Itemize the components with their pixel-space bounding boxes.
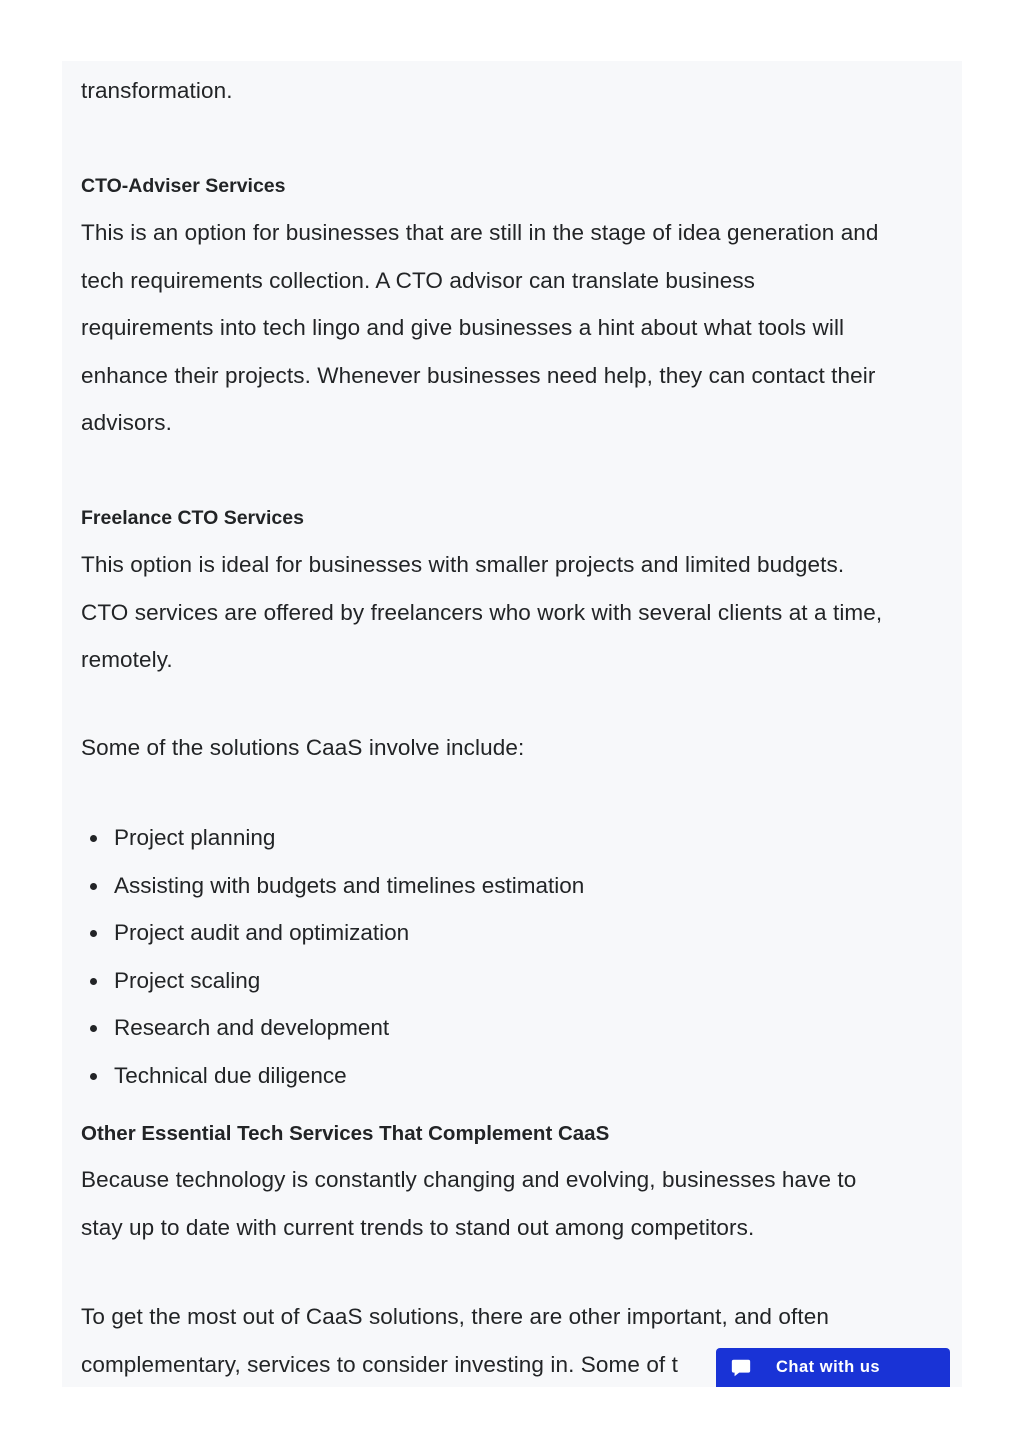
paragraph-line: tech requirements collection. A CTO advisor can translate business <box>81 267 756 293</box>
paragraph-line: To get the most out of CaaS solutions, there are other important, and often <box>81 1304 829 1329</box>
list-item <box>62 1004 961 1052</box>
list-item-label: Project planning <box>114 825 276 850</box>
solutions-list <box>81 814 961 1099</box>
list-item <box>62 814 961 862</box>
list-item-label: Project scaling <box>114 967 261 993</box>
list-item-label: Research and development <box>114 1015 390 1040</box>
paragraph-line: requirements into tech lingo and give businesses a hint about what tools will <box>81 315 845 340</box>
list-item <box>62 909 961 957</box>
list-item-label: Project audit and optimization <box>114 920 410 945</box>
bullet-icon <box>90 978 97 985</box>
list-item <box>62 957 961 1005</box>
paragraph-line: stay up to date with current trends to stand out among competitors. <box>81 1214 755 1240</box>
list-item <box>62 862 961 910</box>
paragraph-line: This is an option for businesses that are still in the stage of idea generation and <box>81 220 879 245</box>
bullet-icon <box>90 883 97 890</box>
paragraph-line: complementary, services to consider investing in. Some of t <box>81 1351 678 1377</box>
chat-bubble-icon <box>730 1357 752 1379</box>
intro-tail-text: transformation. <box>81 78 233 103</box>
bullet-icon <box>90 835 97 842</box>
section-heading-cto-adviser: CTO-Adviser Services <box>81 175 286 197</box>
section-body-cto-adviser <box>81 209 961 447</box>
paragraph-line: remotely. <box>81 647 173 672</box>
list-item <box>62 1052 961 1100</box>
chat-widget-label: Chat with us <box>776 1358 881 1376</box>
paragraph-line: Because technology is constantly changing and evolving, businesses have to <box>81 1167 857 1192</box>
bullet-icon <box>90 930 97 937</box>
document-page <box>62 61 962 1387</box>
paragraph-line: This option is ideal for businesses with smaller projects and limited budgets. <box>81 552 845 577</box>
section-body-freelance-cto <box>81 541 961 684</box>
paragraph-line: advisors. <box>81 410 172 435</box>
section-heading-other-services: Other Essential Tech Services That Complement CaaS <box>81 1122 610 1145</box>
paragraph-line: CTO services are offered by freelancers who work with several clients at a time, <box>81 599 883 625</box>
bullet-icon <box>90 1073 97 1080</box>
solutions-intro-text: Some of the solutions CaaS involve include: <box>81 735 525 760</box>
list-item-label: Technical due diligence <box>114 1062 347 1088</box>
section-heading-freelance-cto: Freelance CTO Services <box>81 507 304 529</box>
section-body-other-services <box>81 1156 961 1251</box>
paragraph-line: enhance their projects. Whenever businesses need help, they can contact their <box>81 362 876 388</box>
list-item-label: Assisting with budgets and timelines estimation <box>114 872 585 898</box>
bullet-icon <box>90 1025 97 1032</box>
chat-widget-button[interactable] <box>716 1348 950 1387</box>
